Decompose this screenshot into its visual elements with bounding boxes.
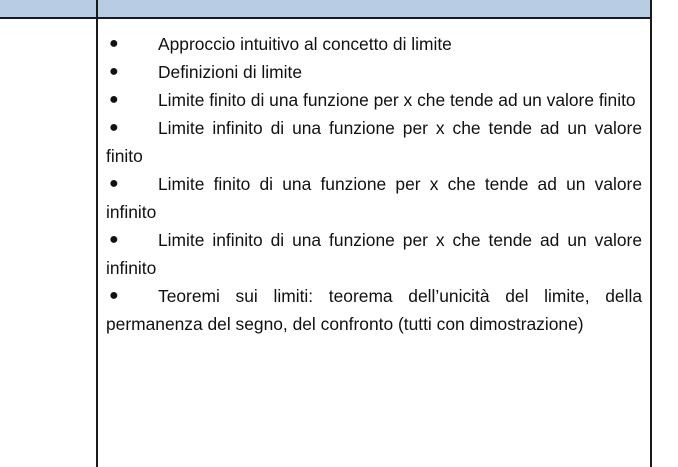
list-item (106, 58, 642, 86)
bullet-icon: ● (109, 287, 119, 304)
list-item-text: Limite finito di una funzione per x che tende ad un valore infinito (106, 174, 642, 222)
list-item-text: Teoremi sui limiti: teorema dell’unicità del limite, della permanenza del segno, del confronto (tutti con dimostrazione) (106, 286, 642, 334)
list-item (106, 226, 642, 282)
topics-cell (106, 30, 642, 338)
bullet-icon: ● (109, 91, 119, 108)
bullet-icon: ● (109, 231, 119, 248)
list-item-text: Limite infinito di una funzione per x che tende ad un valore finito (106, 118, 642, 166)
bullet-icon: ● (109, 119, 119, 136)
list-item (106, 282, 642, 338)
bullet-icon: ● (109, 35, 119, 52)
table-header-right (98, 0, 650, 18)
bullet-icon: ● (109, 63, 119, 80)
list-item (106, 86, 642, 114)
list-item (106, 170, 642, 226)
table-header-left (0, 0, 97, 18)
list-item-text: Approccio intuitivo al concetto di limite (158, 34, 452, 54)
list-item (106, 114, 642, 170)
table-right-border (650, 0, 652, 467)
list-item (106, 30, 642, 58)
bullet-icon: ● (109, 175, 119, 192)
table-column-divider (96, 0, 98, 467)
list-item-text: Definizioni di limite (158, 62, 303, 82)
list-item-text: Limite finito di una funzione per x che tende ad un valore finito (158, 90, 636, 110)
list-item-text: Limite infinito di una funzione per x che tende ad un valore infinito (106, 230, 642, 278)
